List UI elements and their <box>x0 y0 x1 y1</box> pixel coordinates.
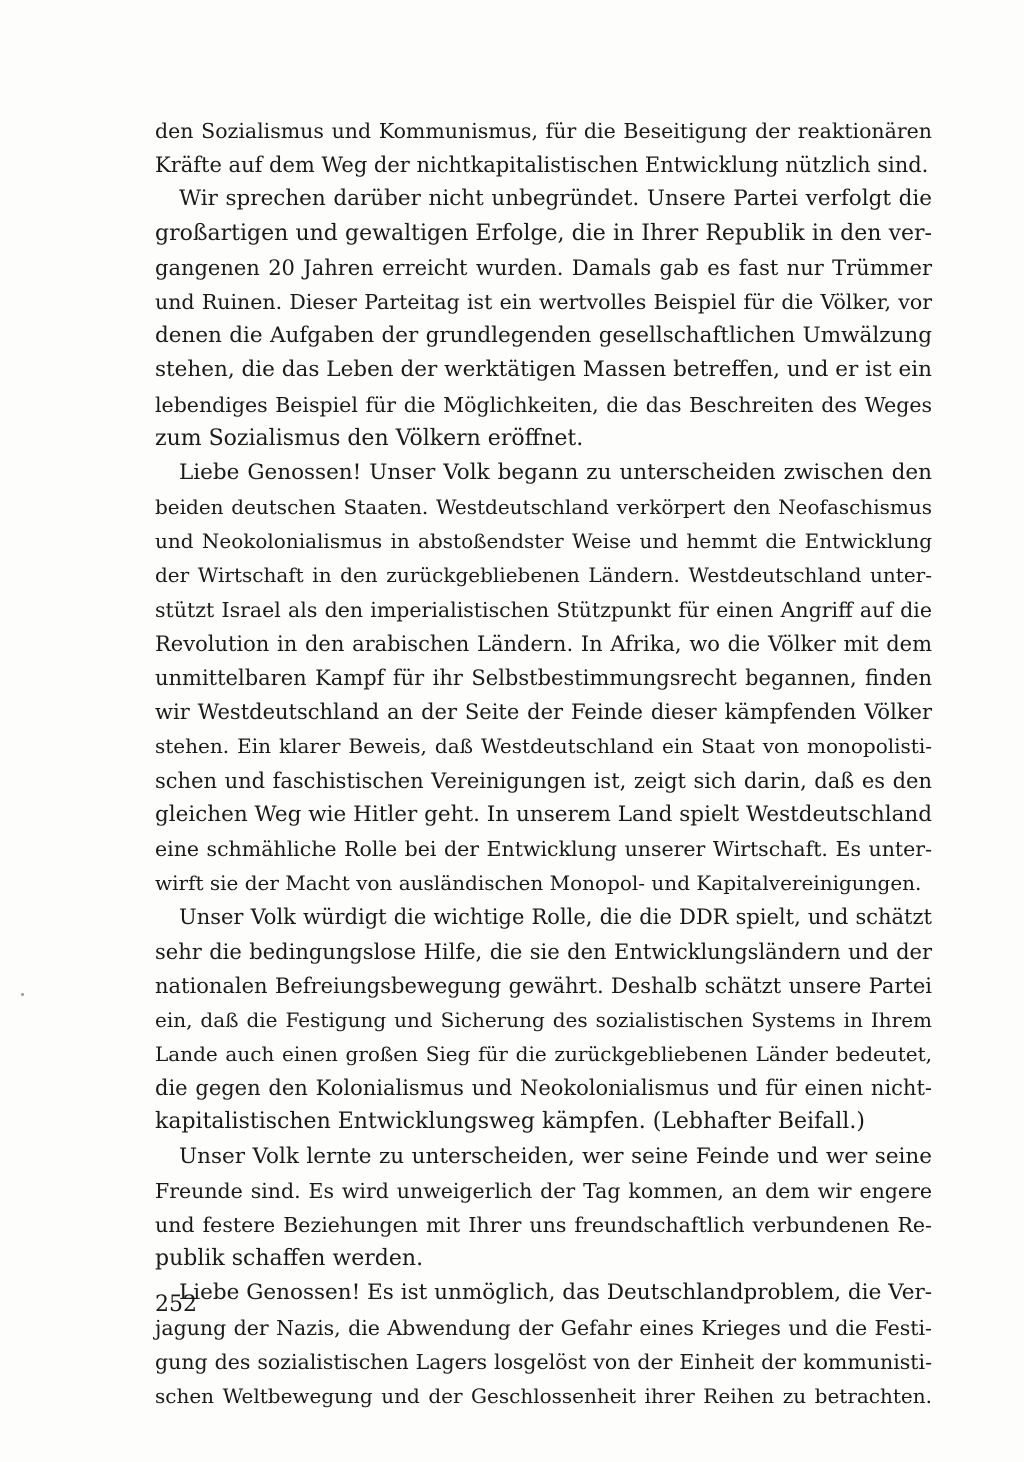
text-line: Liebe Genossen! Unser Volk begann zu unterscheiden zwischen den <box>179 459 932 485</box>
text-line: Unser Volk lernte zu unterscheiden, wer seine Feinde und wer seine <box>179 1143 932 1169</box>
text-line: unmittelbaren Kampf für ihr Selbstbestimmungsrecht begannen, finden <box>155 666 932 690</box>
text-line: gleichen Weg wie Hitler geht. In unserem Land spielt Westdeutschland <box>155 801 932 827</box>
text-line: wirft sie der Macht von ausländischen Monopol- und Kapitalvereinigungen. <box>155 871 922 896</box>
text-line: wir Westdeutschland an der Seite der Feinde dieser kämpfenden Völker <box>155 700 932 725</box>
page-number: 252 <box>155 1292 197 1317</box>
text-line: der Wirtschaft in den zurückgebliebenen Ländern. Westdeutschland unter- <box>155 563 932 588</box>
text-line: Kräfte auf dem Weg der nichtkapitalistischen Entwicklung nützlich sind. <box>155 153 929 178</box>
text-line: kapitalistischen Entwicklungsweg kämpfen. (Lebhafter Beifall.) <box>155 1109 865 1135</box>
text-line: Liebe Genossen! Es ist unmöglich, das Deutschlandproblem, die Ver- <box>179 1280 932 1306</box>
text-line: Revolution in den arabischen Ländern. In Afrika, wo die Völker mit dem <box>155 631 932 656</box>
text-line: stützt Israel als den imperialistischen Stützpunkt für einen Angriff auf die <box>155 597 932 622</box>
text-line: stehen. Ein klarer Beweis, daß Westdeutschland ein Staat von monopolisti- <box>155 734 932 759</box>
text-line: Freunde sind. Es wird unweigerlich der Tag kommen, an dem wir engere <box>155 1178 932 1203</box>
text-line: ein, daß die Festigung und Sicherung des sozialistischen Systems in Ihrem <box>155 1007 932 1032</box>
text-line: Lande auch einen großen Sieg für die zurückgebliebenen Länder bedeutet, <box>155 1042 932 1067</box>
body-text <box>155 114 932 1413</box>
text-line: eine schmähliche Rolle bei der Entwicklung unserer Wirtschaft. Es unter- <box>155 836 932 861</box>
text-line: Wir sprechen darüber nicht unbegründet. Unsere Partei verfolgt die <box>179 186 932 212</box>
text-line: publik schaffen werden. <box>155 1246 424 1272</box>
scan-speck <box>21 993 24 996</box>
text-line: Unser Volk würdigt die wichtige Rolle, die die DDR spielt, und schätzt <box>179 905 932 930</box>
text-line: die gegen den Kolonialismus und Neokolonialismus und für einen nicht- <box>155 1076 932 1101</box>
text-line: gung des sozialistischen Lagers losgelöst von der Einheit der kommunisti- <box>155 1349 932 1374</box>
text-line: lebendiges Beispiel für die Möglichkeiten, die das Beschreiten des Weges <box>155 392 932 417</box>
text-line: den Sozialismus und Kommunismus, für die Beseitigung der reaktionären <box>155 119 932 143</box>
text-line: großartigen und gewaltigen Erfolge, die in Ihrer Republik in den ver- <box>155 220 932 246</box>
text-line: jagung der Nazis, die Abwendung der Gefahr eines Krieges und die Festi- <box>155 1315 932 1340</box>
text-line: schen und faschistischen Vereinigungen ist, zeigt sich darin, daß es den <box>155 768 932 793</box>
text-line: stehen, die das Leben der werktätigen Massen betreffen, und er ist ein <box>155 357 932 383</box>
text-line: und Neokolonialismus in abstoßendster Weise und hemmt die Entwicklung <box>155 529 932 554</box>
text-line: denen die Aufgaben der grundlegenden gesellschaftlichen Umwälzung <box>155 323 932 349</box>
text-line: und festere Beziehungen mit Ihrer uns freundschaftlich verbundenen Re- <box>155 1213 932 1237</box>
text-line: sehr die bedingungslose Hilfe, die sie den Entwicklungsländern und der <box>155 939 932 964</box>
text-line: gangenen 20 Jahren erreicht wurden. Damals gab es fast nur Trümmer <box>155 255 932 280</box>
text-line: nationalen Befreiungsbewegung gewährt. Deshalb schätzt unsere Partei <box>155 973 932 998</box>
text-line: schen Weltbewegung und der Geschlossenheit ihrer Reihen zu betrachten. <box>155 1383 932 1408</box>
text-line: zum Sozialismus den Völkern eröffnet. <box>155 425 584 451</box>
text-line: und Ruinen. Dieser Parteitag ist ein wertvolles Beispiel für die Völker, vor <box>155 289 932 314</box>
text-line: beiden deutschen Staaten. Westdeutschland verkörpert den Neofaschismus <box>155 495 932 520</box>
